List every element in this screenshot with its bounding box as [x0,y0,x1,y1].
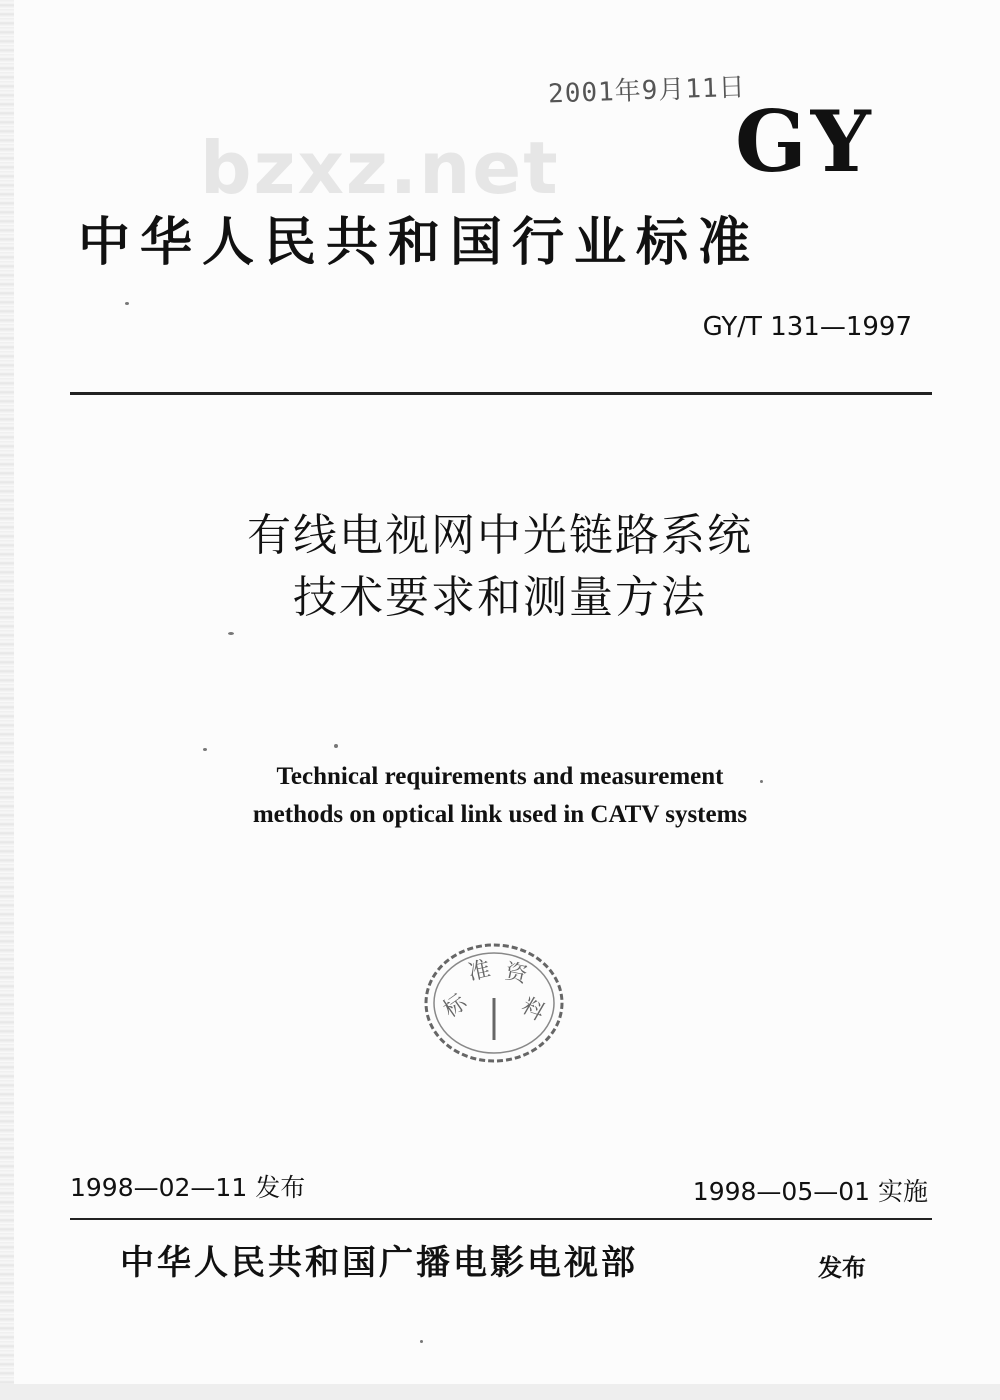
received-date-stamp: 2001年9月11日 [547,72,747,110]
category-code: GY [735,92,875,191]
scan-speck [334,744,338,748]
scan-edge-noise [0,0,14,1400]
library-seal-stamp-icon [420,940,568,1066]
implementation-date: 1998—05—01 实施 [692,1177,928,1206]
svg-text:准: 准 [466,956,493,986]
scan-speck [228,632,234,635]
english-title-line-2: methods on optical link used in CATV systems [252,801,748,828]
english-title-line-1: Technical requirements and measurement [276,763,724,790]
chinese-title-line-1: 有线电视网中光链路系统 [247,510,753,561]
chinese-title [0,505,1000,629]
issue-date: 1998—02—11 发布 [70,1173,306,1202]
svg-text:标: 标 [439,989,472,1023]
chinese-title-line-2: 技术要求和测量方法 [293,572,707,623]
scan-speck [420,1340,423,1343]
issuing-authority-suffix: 发布 [818,1254,866,1282]
standard-title: 中华人民共和国行业标准 [78,213,761,273]
scan-bottom-strip [0,1384,1000,1400]
watermark: bzxz.net [200,126,560,210]
english-title [0,758,1000,834]
bottom-divider [70,1218,932,1220]
top-divider [70,392,932,395]
issuing-authority: 中华人民共和国广播电影电视部 [120,1243,638,1283]
svg-text:料: 料 [517,993,549,1027]
scan-speck [125,302,129,305]
scan-speck [203,748,207,751]
scan-speck [760,780,763,783]
svg-text:资: 资 [502,959,530,989]
standard-number: GY/T 131—1997 [702,312,912,342]
